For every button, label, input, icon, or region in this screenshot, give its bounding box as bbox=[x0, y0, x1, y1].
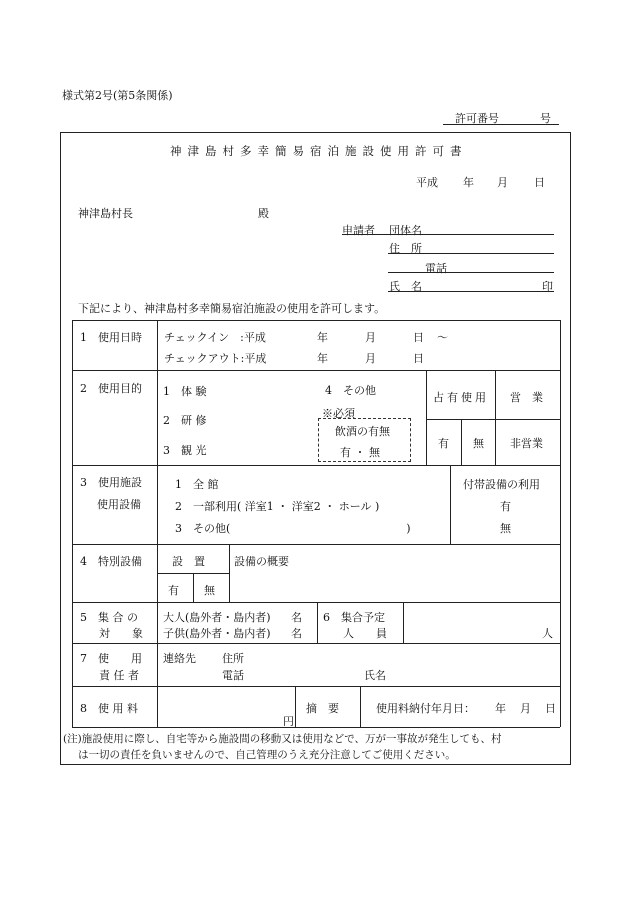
group-name-underline bbox=[342, 234, 554, 235]
equipment-divider bbox=[229, 544, 230, 602]
group-divider bbox=[403, 602, 404, 643]
usage-datetime-label: 1 使用日時 bbox=[80, 331, 142, 344]
address-underline bbox=[388, 253, 554, 254]
table-left bbox=[72, 320, 73, 727]
responsible-label-line1: 7 使 用 bbox=[80, 652, 142, 665]
planned-persons-label-line2: 人 員 bbox=[343, 627, 387, 640]
purpose-option-sightseeing: 3 観 光 bbox=[163, 444, 207, 457]
attached-equipment-label: 付帯設備の利用 bbox=[463, 478, 540, 491]
addressee-name: 神津島村長 bbox=[78, 207, 133, 220]
planned-persons-unit: 人 bbox=[542, 627, 553, 640]
fee-divider bbox=[295, 686, 296, 727]
group-label-line2: 対 象 bbox=[99, 627, 143, 640]
purpose-divider bbox=[461, 419, 462, 465]
row-divider bbox=[72, 465, 560, 466]
applicant-address: 住 所 bbox=[389, 242, 422, 255]
applicant-group-name: 団体名 bbox=[389, 224, 422, 237]
fee-label: 8 使 用 料 bbox=[80, 702, 138, 715]
equipment-yes: 有 bbox=[168, 584, 179, 597]
purpose-option-other: 4 その他 bbox=[325, 384, 376, 397]
purpose-label: 2 使用目的 bbox=[80, 382, 142, 395]
row-divider bbox=[72, 602, 560, 603]
purpose-option-training: 2 研 修 bbox=[163, 414, 207, 427]
addressee-honorific: 殿 bbox=[258, 207, 269, 220]
permit-number-underline bbox=[443, 124, 559, 125]
fee-paid-date-label: 使用料納付年月日： bbox=[376, 702, 475, 715]
group-label-line1: 5 集 合 の bbox=[80, 611, 138, 624]
checkout-day: 日 bbox=[413, 352, 424, 365]
purpose-divider bbox=[426, 370, 427, 465]
fee-paid-month: 月 bbox=[520, 702, 531, 715]
applicant-phone: 電話 bbox=[425, 262, 447, 275]
occupancy-no: 無 bbox=[473, 437, 484, 450]
date-year: 年 bbox=[463, 176, 474, 189]
table-right bbox=[560, 320, 561, 727]
purpose-divider bbox=[495, 370, 496, 465]
fee-paid-year: 年 bbox=[495, 702, 506, 715]
row-divider bbox=[72, 370, 560, 371]
fee-divider bbox=[360, 686, 361, 727]
group-children: 子供(島外者・島内者) bbox=[163, 627, 271, 640]
required-note: ※必須 bbox=[322, 407, 355, 420]
fee-paid-day: 日 bbox=[545, 702, 556, 715]
alcohol-choice: 有 ・ 無 bbox=[340, 446, 380, 459]
occupancy-label: 占有使用 bbox=[433, 391, 489, 404]
page-title: 神津島村多幸簡易宿泊施設使用許可書 bbox=[170, 144, 468, 158]
date-day: 日 bbox=[534, 176, 545, 189]
equipment-no: 無 bbox=[204, 584, 215, 597]
alcohol-label: 飲酒の有無 bbox=[335, 425, 390, 438]
applicant-seal: 印 bbox=[542, 280, 553, 293]
responsible-label-line2: 責 任 者 bbox=[99, 669, 139, 682]
responsible-contact: 連絡先 bbox=[163, 652, 196, 665]
name-underline bbox=[388, 291, 554, 292]
fee-yen: 円 bbox=[283, 715, 294, 728]
purpose-divider bbox=[426, 419, 560, 420]
special-equipment-label: 4 特別設備 bbox=[80, 555, 142, 568]
checkout-month: 月 bbox=[365, 352, 376, 365]
responsible-phone: 電話 bbox=[222, 669, 244, 682]
form-number: 様式第2号(第5条関係) bbox=[62, 89, 173, 102]
group-divider bbox=[317, 602, 318, 643]
date-range-tilde: 〜 bbox=[437, 331, 448, 344]
responsible-name: 氏名 bbox=[364, 669, 386, 682]
group-children-unit: 名 bbox=[291, 627, 302, 640]
table-bottom bbox=[72, 727, 560, 728]
responsible-address: 住所 bbox=[222, 652, 244, 665]
planned-persons-label-line1: 6 集合予定 bbox=[323, 611, 385, 624]
checkout-label: チェックアウト:平成 bbox=[164, 352, 267, 365]
facility-divider bbox=[450, 465, 451, 544]
occupancy-yes: 有 bbox=[438, 437, 449, 450]
facility-label-line1: 3 使用施設 bbox=[80, 476, 142, 489]
checkin-year: 年 bbox=[317, 331, 328, 344]
permit-number-label: 許可番号 bbox=[455, 112, 499, 125]
checkin-month: 月 bbox=[365, 331, 376, 344]
business-noncommercial: 非営業 bbox=[510, 437, 543, 450]
row-divider bbox=[72, 643, 560, 644]
table-top bbox=[72, 320, 560, 321]
checkin-day: 日 bbox=[413, 331, 424, 344]
attached-equipment-yes: 有 bbox=[500, 500, 511, 513]
equipment-overview-label: 設備の概要 bbox=[234, 555, 289, 568]
note-line2: は一切の責任を負いませんので、自己管理のうえ充分注意してご使用ください。 bbox=[78, 749, 456, 761]
permit-number-suffix: 号 bbox=[540, 112, 551, 125]
note-line1: (注)施設使用に際し、自宅等から施設間の移動又は使用などで、万が一事故が発生しても、村 bbox=[63, 733, 502, 745]
facility-option-whole: 1 全 館 bbox=[175, 478, 219, 491]
fee-summary-label: 摘 要 bbox=[306, 702, 339, 715]
facility-option-other: 3 その他( ) bbox=[175, 522, 411, 535]
row-divider bbox=[72, 544, 560, 545]
applicant-label: 申請者 bbox=[342, 224, 375, 237]
intro-text: 下記により、神津島村多幸簡易宿泊施設の使用を許可します。 bbox=[78, 302, 386, 315]
date-era: 平成 bbox=[416, 176, 438, 189]
checkin-label: チェックイン :平成 bbox=[164, 331, 266, 344]
business-commercial: 営 業 bbox=[510, 391, 543, 404]
equipment-install-label: 設 置 bbox=[172, 555, 205, 568]
group-adults: 大人(島外者・島内者) bbox=[163, 611, 271, 624]
checkout-year: 年 bbox=[317, 352, 328, 365]
equipment-divider bbox=[193, 573, 194, 602]
applicant-name-label: 氏 名 bbox=[389, 280, 422, 293]
facility-label-line2: 使用設備 bbox=[97, 498, 141, 511]
date-month: 月 bbox=[497, 176, 508, 189]
phone-underline bbox=[388, 272, 554, 273]
row-divider bbox=[72, 686, 560, 687]
facility-option-partial: 2 一部利用( 洋室1 ・ 洋室2 ・ ホール ) bbox=[175, 500, 380, 513]
purpose-option-experience: 1 体 験 bbox=[163, 385, 207, 398]
group-adults-unit: 名 bbox=[291, 611, 302, 624]
label-column-divider bbox=[157, 320, 158, 727]
attached-equipment-no: 無 bbox=[500, 522, 511, 535]
